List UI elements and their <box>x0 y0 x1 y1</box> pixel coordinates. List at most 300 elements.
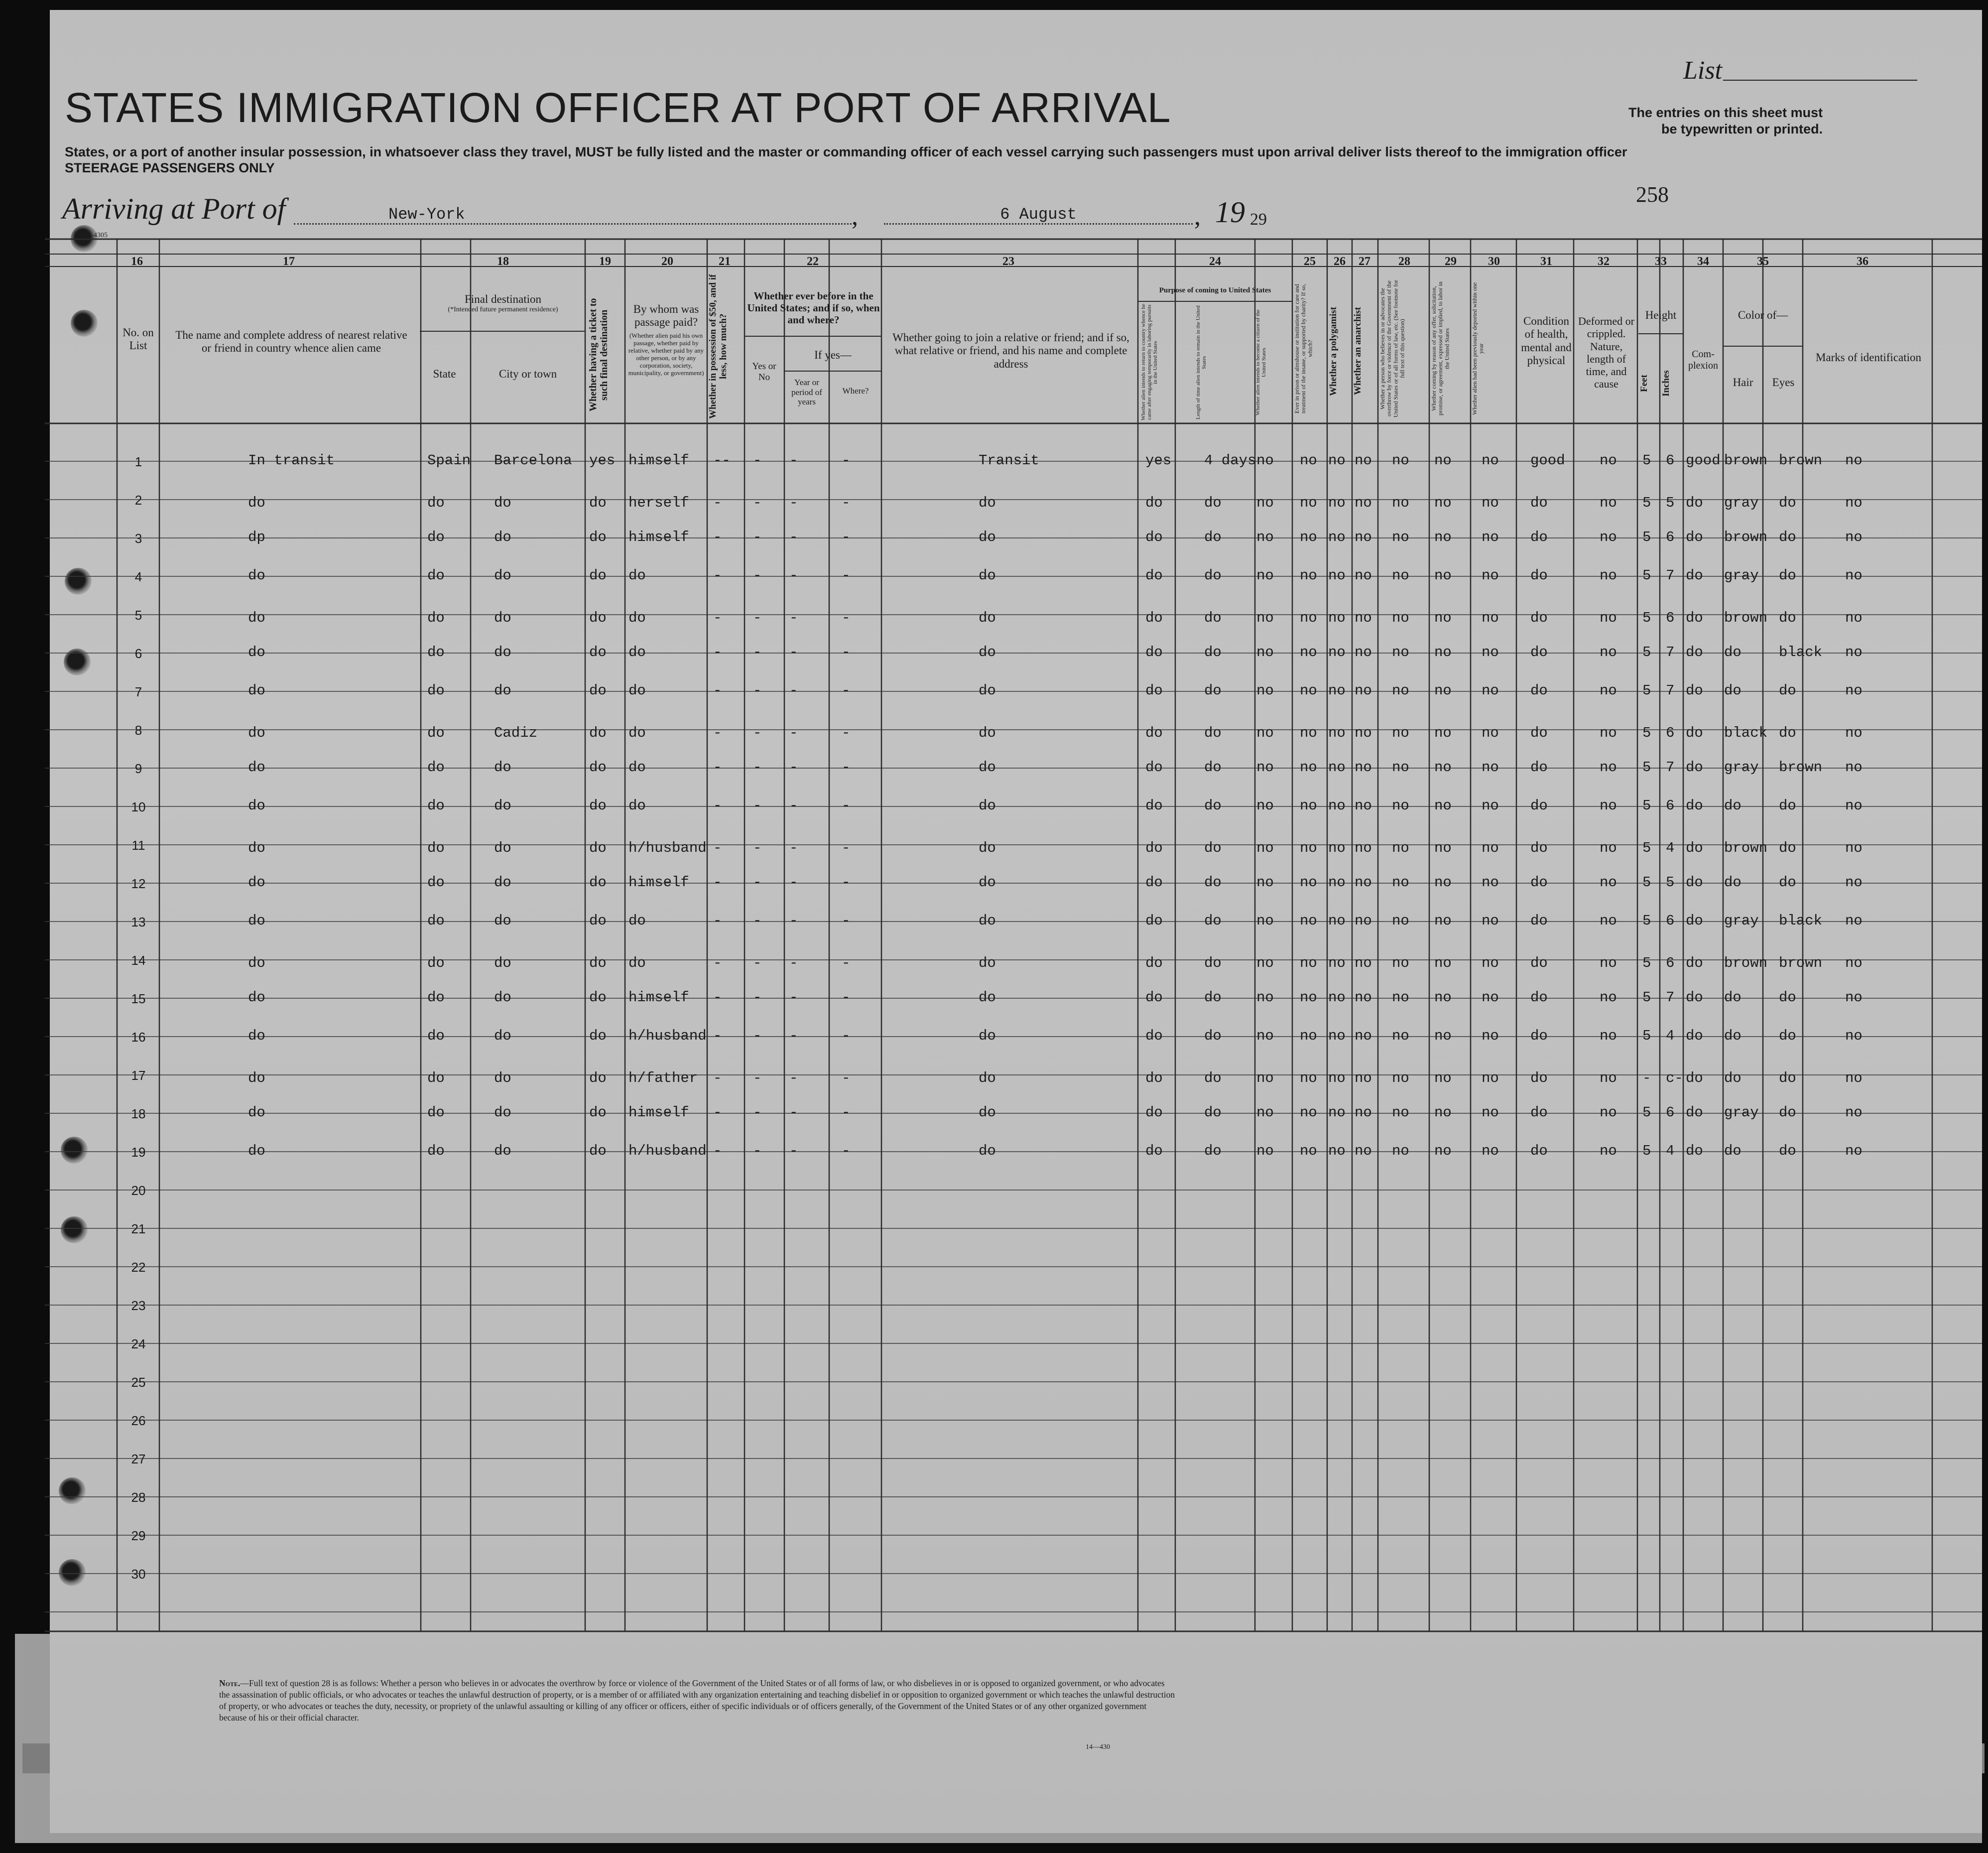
form-instructions: States, or a port of another insular possession, in whatsoever class they travel, MUST be fully listed and the master or commanding officer of each vessel carrying such passengers must upon arrival deliver lists thereof to the immigration officer <box>65 144 1627 159</box>
cell-possession-50: - <box>713 495 722 511</box>
cell-height-inches: 7 <box>1666 682 1675 699</box>
cell-hair-color: black <box>1724 725 1768 741</box>
cell-height-feet: 5 <box>1642 644 1651 661</box>
cell-deformed: no <box>1600 452 1617 469</box>
cell-purpose-citizen: no <box>1256 840 1274 856</box>
hdr-inches: Inches <box>1661 370 1671 397</box>
row-number: 16 <box>131 1030 146 1045</box>
cell-purpose-return: do <box>1145 874 1163 891</box>
cell-complexion: do <box>1686 913 1703 929</box>
cell-polygamist: no <box>1328 1028 1346 1044</box>
cell-overthrow: no <box>1392 529 1409 545</box>
cell-destination-city: do <box>494 797 511 814</box>
cell-height-inches: 6 <box>1666 913 1675 929</box>
cell-relative-address: do <box>248 797 265 814</box>
cell-deformed: no <box>1600 797 1617 814</box>
row-number: 9 <box>134 761 142 776</box>
row-number: 25 <box>131 1375 146 1390</box>
cell-polygamist: no <box>1328 682 1346 699</box>
cell-ever-before: - <box>753 725 762 741</box>
cell-height-inches: 6 <box>1666 1104 1675 1121</box>
cell-condition: do <box>1530 759 1548 776</box>
col-num: 18 <box>497 255 509 268</box>
cell-passage-paid-by: do <box>628 567 646 584</box>
cell-polygamist: no <box>1328 955 1346 971</box>
cell-polygamist: no <box>1328 644 1346 661</box>
cell-height-inches: 6 <box>1666 725 1675 741</box>
cell-passage-paid-by: do <box>628 955 646 971</box>
cell-eye-color: do <box>1779 1070 1796 1086</box>
col-num: 34 <box>1697 255 1709 268</box>
row-number: 6 <box>134 646 142 661</box>
cell-height-inches: 5 <box>1666 495 1675 511</box>
cell-relative-address: do <box>248 682 265 699</box>
hdr-passage-paid-note: (Whether alien paid his own passage, whether paid by relative, whether paid by any other person, or by any corporation, society, municipality, or government) <box>628 331 704 377</box>
cell-complexion: do <box>1686 682 1703 699</box>
cell-has-ticket: do <box>589 567 607 584</box>
cell-height-inches: 7 <box>1666 759 1675 776</box>
cell-marks: no <box>1845 955 1863 971</box>
cell-hair-color: gray <box>1724 567 1759 584</box>
cell-has-ticket: do <box>589 1028 607 1044</box>
cell-complexion: do <box>1686 797 1703 814</box>
cell-purpose-citizen: no <box>1256 682 1274 699</box>
col-num: 30 <box>1488 255 1500 268</box>
cell-ever-before: - <box>753 529 762 545</box>
cell-purpose-citizen: no <box>1256 759 1274 776</box>
cell-polygamist: no <box>1328 1104 1346 1121</box>
typewritten-note-line2: be typewritten or printed. <box>1661 122 1823 136</box>
cell-deported: no <box>1482 989 1499 1006</box>
row-number: 10 <box>131 799 146 814</box>
cell-purpose-return: do <box>1145 759 1163 776</box>
cell-purpose-return: do <box>1145 1028 1163 1044</box>
cell-polygamist: no <box>1328 567 1346 584</box>
cell-height-feet: 5 <box>1642 725 1651 741</box>
hdr-final-destination-label: Final destination <box>465 293 541 305</box>
cell-joining-relative: do <box>979 759 996 776</box>
cell-deported: no <box>1482 1143 1499 1159</box>
cell-eye-color: brown <box>1779 452 1823 469</box>
cell-prison: no <box>1300 955 1317 971</box>
cell-where: - <box>842 1143 851 1159</box>
hdr-eyes: Eyes <box>1772 376 1795 389</box>
cell-anarchist: no <box>1355 452 1372 469</box>
cell-has-ticket: do <box>589 955 607 971</box>
cell-joining-relative: do <box>979 1070 996 1086</box>
cell-offer: no <box>1434 1143 1452 1159</box>
cell-possession-50: - <box>713 874 722 891</box>
cell-offer: no <box>1434 682 1452 699</box>
cell-complexion: do <box>1686 644 1703 661</box>
row-number: 30 <box>131 1567 146 1582</box>
cell-relative-address: do <box>248 1143 265 1159</box>
cell-marks: no <box>1845 759 1863 776</box>
cell-purpose-return: do <box>1145 797 1163 814</box>
cell-relative-address: do <box>248 1104 265 1121</box>
cell-prison: no <box>1300 913 1317 929</box>
cell-hair-color: do <box>1724 797 1741 814</box>
cell-purpose-citizen: no <box>1256 1104 1274 1121</box>
cell-polygamist: no <box>1328 1070 1346 1086</box>
cell-destination-state: do <box>427 955 445 971</box>
cell-passage-paid-by: himself <box>628 989 689 1006</box>
cell-prison: no <box>1300 529 1317 545</box>
col-num: 17 <box>283 255 295 268</box>
cell-possession-50: - <box>713 610 722 626</box>
cell-prison: no <box>1300 1028 1317 1044</box>
cell-destination-state: do <box>427 840 445 856</box>
row-number: 3 <box>134 531 142 546</box>
cell-purpose-citizen: no <box>1256 452 1274 469</box>
row-number: 18 <box>131 1106 146 1121</box>
cell-marks: no <box>1845 725 1863 741</box>
hdr-ever-before: Whether ever before in the United States; and if so, when and where? <box>747 290 880 326</box>
cell-complexion: do <box>1686 840 1703 856</box>
cell-purpose-length: do <box>1204 495 1222 511</box>
cell-overthrow: no <box>1392 567 1409 584</box>
cell-purpose-citizen: no <box>1256 874 1274 891</box>
hdr-city: City or town <box>498 368 557 380</box>
cell-deformed: no <box>1600 989 1617 1006</box>
cell-eye-color: do <box>1779 529 1796 545</box>
cell-purpose-return: do <box>1145 1143 1163 1159</box>
cell-height-feet: - <box>1642 1070 1651 1086</box>
col-num: 29 <box>1445 255 1457 268</box>
cell-eye-color: do <box>1779 840 1796 856</box>
cell-passage-paid-by: himself <box>628 874 689 891</box>
hdr-condition: Condition of health, mental and physical <box>1521 315 1572 367</box>
cell-possession-50: - <box>713 1028 722 1044</box>
cell-overthrow: no <box>1392 874 1409 891</box>
cell-height-feet: 5 <box>1642 567 1651 584</box>
cell-polygamist: no <box>1328 840 1346 856</box>
cell-destination-city: do <box>494 644 511 661</box>
cell-passage-paid-by: himself <box>628 529 689 545</box>
cell-anarchist: no <box>1355 682 1372 699</box>
row-number: 26 <box>131 1413 146 1428</box>
cell-overthrow: no <box>1392 1143 1409 1159</box>
hdr-hair: Hair <box>1733 376 1753 389</box>
hdr-overthrow: Whether a person who believes in or advocates the overthrow by force or violence of the Government of the United States or of all forms of law, etc. (See footnote for full text of this question) <box>1379 279 1406 418</box>
cell-purpose-length: do <box>1204 644 1222 661</box>
cell-hair-color: gray <box>1724 913 1759 929</box>
cell-where: - <box>842 529 851 545</box>
cell-passage-paid-by: do <box>628 644 646 661</box>
cell-ever-before: - <box>753 955 762 971</box>
cell-destination-city: do <box>494 1104 511 1121</box>
cell-has-ticket: yes <box>589 452 616 469</box>
form-class: STEERAGE PASSENGERS ONLY <box>65 160 275 175</box>
cell-eye-color: do <box>1779 725 1796 741</box>
cell-where: - <box>842 725 851 741</box>
cell-overthrow: no <box>1392 913 1409 929</box>
cell-possession-50: - <box>713 644 722 661</box>
hdr-passage-paid-label: By whom was passage paid? <box>633 303 699 329</box>
cell-destination-state: do <box>427 797 445 814</box>
cell-height-inches: c- <box>1666 1070 1683 1086</box>
cell-relative-address: do <box>248 1028 265 1044</box>
cell-height-feet: 5 <box>1642 759 1651 776</box>
cell-destination-city: do <box>494 529 511 545</box>
cell-destination-state: do <box>427 610 445 626</box>
footnote <box>219 1678 1175 1723</box>
cell-purpose-return: do <box>1145 725 1163 741</box>
cell-passage-paid-by: do <box>628 682 646 699</box>
cell-overthrow: no <box>1392 1104 1409 1121</box>
hdr-joining: Whether going to join a relative or friend; and if so, what relative or friend, and his name and complete address <box>892 331 1129 370</box>
cell-height-inches: 6 <box>1666 452 1675 469</box>
cell-height-inches: 7 <box>1666 644 1675 661</box>
cell-joining-relative: do <box>979 955 996 971</box>
cell-purpose-citizen: no <box>1256 1143 1274 1159</box>
row-number: 1 <box>134 454 142 469</box>
cell-destination-city: do <box>494 913 511 929</box>
cell-prison: no <box>1300 725 1317 741</box>
cell-marks: no <box>1845 1143 1863 1159</box>
cell-offer: no <box>1434 567 1452 584</box>
cell-deported: no <box>1482 797 1499 814</box>
cell-possession-50: - <box>713 840 722 856</box>
col-num: 21 <box>719 255 731 268</box>
cell-condition: do <box>1530 529 1548 545</box>
col-num: 20 <box>661 255 673 268</box>
cell-hair-color: gray <box>1724 1104 1759 1121</box>
cell-height-feet: 5 <box>1642 1104 1651 1121</box>
col-num: 36 <box>1857 255 1868 268</box>
col-num: 16 <box>131 255 143 268</box>
cell-prison: no <box>1300 682 1317 699</box>
cell-condition: do <box>1530 955 1548 971</box>
row-number: 21 <box>131 1221 146 1236</box>
cell-condition: do <box>1530 495 1548 511</box>
cell-eye-color: black <box>1779 913 1823 929</box>
cell-offer: no <box>1434 725 1452 741</box>
cell-ever-before: - <box>753 610 762 626</box>
cell-where: - <box>842 759 851 776</box>
cell-purpose-return: do <box>1145 644 1163 661</box>
cell-joining-relative: do <box>979 1104 996 1121</box>
cell-passage-paid-by: do <box>628 610 646 626</box>
cell-passage-paid-by: h/husband <box>628 1028 707 1044</box>
cell-hair-color: brown <box>1724 955 1768 971</box>
cell-joining-relative: do <box>979 989 996 1006</box>
cell-deformed: no <box>1600 495 1617 511</box>
cell-destination-city: do <box>494 610 511 626</box>
cell-marks: no <box>1845 1104 1863 1121</box>
cell-passage-paid-by: do <box>628 913 646 929</box>
cell-joining-relative: do <box>979 495 996 511</box>
cell-ever-before: - <box>753 682 762 699</box>
cell-anarchist: no <box>1355 644 1372 661</box>
cell-height-feet: 5 <box>1642 874 1651 891</box>
row-number: 14 <box>131 953 146 968</box>
cell-height-feet: 5 <box>1642 1028 1651 1044</box>
cell-relative-address: do <box>248 759 265 776</box>
cell-passage-paid-by: h/husband <box>628 1143 707 1159</box>
cell-anarchist: no <box>1355 495 1372 511</box>
cell-deformed: no <box>1600 1143 1617 1159</box>
hdr-anarchist: Whether an anarchist <box>1353 307 1363 396</box>
row-number: 24 <box>131 1336 146 1351</box>
hdr-final-destination <box>421 293 585 314</box>
cell-anarchist: no <box>1355 529 1372 545</box>
cell-deported: no <box>1482 610 1499 626</box>
cell-purpose-length: do <box>1204 1104 1222 1121</box>
cell-prison: no <box>1300 797 1317 814</box>
cell-year-period: - <box>789 797 798 814</box>
cell-height-feet: 5 <box>1642 452 1651 469</box>
cell-where: - <box>842 452 851 469</box>
cell-possession-50: - <box>713 989 722 1006</box>
cell-deported: no <box>1482 644 1499 661</box>
cell-marks: no <box>1845 682 1863 699</box>
cell-where: - <box>842 1070 851 1086</box>
cell-overthrow: no <box>1392 797 1409 814</box>
cell-deformed: no <box>1600 759 1617 776</box>
cell-where: - <box>842 682 851 699</box>
cell-anarchist: no <box>1355 913 1372 929</box>
cell-possession-50: - <box>713 797 722 814</box>
cell-condition: do <box>1530 682 1548 699</box>
cell-hair-color: brown <box>1724 529 1768 545</box>
cell-possession-50: - <box>713 913 722 929</box>
cell-where: - <box>842 797 851 814</box>
cell-has-ticket: do <box>589 797 607 814</box>
cell-marks: no <box>1845 797 1863 814</box>
cell-passage-paid-by: himself <box>628 452 689 469</box>
cell-deformed: no <box>1600 955 1617 971</box>
cell-purpose-length: do <box>1204 1070 1222 1086</box>
cell-deported: no <box>1482 759 1499 776</box>
cell-year-period: - <box>789 989 798 1006</box>
cell-height-feet: 5 <box>1642 955 1651 971</box>
cell-eye-color: do <box>1779 567 1796 584</box>
cell-eye-color: do <box>1779 1143 1796 1159</box>
hdr-purpose-return: Whether alien intends to return to country whence he came after engaging temporarily in laboring pursuits in the United States <box>1140 304 1159 421</box>
cell-has-ticket: do <box>589 725 607 741</box>
cell-marks: no <box>1845 989 1863 1006</box>
row-number: 2 <box>134 493 142 508</box>
col-num: 27 <box>1359 255 1370 268</box>
row-number: 17 <box>131 1068 146 1083</box>
cell-possession-50: - <box>713 759 722 776</box>
row-number: 4 <box>134 569 142 584</box>
cell-ever-before: - <box>753 759 762 776</box>
cell-eye-color: do <box>1779 1028 1796 1044</box>
cell-purpose-return: do <box>1145 495 1163 511</box>
cell-condition: do <box>1530 874 1548 891</box>
cell-marks: no <box>1845 1028 1863 1044</box>
cell-offer: no <box>1434 913 1452 929</box>
cell-possession-50: - <box>713 682 722 699</box>
separator: , <box>1194 202 1201 231</box>
cell-purpose-return: do <box>1145 529 1163 545</box>
row-number: 13 <box>131 915 146 929</box>
cell-condition: do <box>1530 989 1548 1006</box>
year-prefix: 19 <box>1215 196 1245 229</box>
cell-prison: no <box>1300 1104 1317 1121</box>
cell-hair-color: do <box>1724 1070 1741 1086</box>
cell-has-ticket: do <box>589 1070 607 1086</box>
cell-eye-color: brown <box>1779 759 1823 776</box>
cell-has-ticket: do <box>589 759 607 776</box>
cell-destination-state: do <box>427 874 445 891</box>
cell-overthrow: no <box>1392 725 1409 741</box>
cell-joining-relative: do <box>979 913 996 929</box>
col-num: 26 <box>1334 255 1346 268</box>
cell-ever-before: - <box>753 1143 762 1159</box>
cell-polygamist: no <box>1328 529 1346 545</box>
cell-year-period: - <box>789 644 798 661</box>
cell-purpose-return: do <box>1145 955 1163 971</box>
cell-has-ticket: do <box>589 644 607 661</box>
cell-polygamist: no <box>1328 452 1346 469</box>
hdr-prison: Ever in prison or almshouse or institution for care and treatment of the insane, or supported by charity? If so, which? <box>1293 283 1314 414</box>
cell-height-inches: 6 <box>1666 529 1675 545</box>
cell-anarchist: no <box>1355 1104 1372 1121</box>
cell-anarchist: no <box>1355 1028 1372 1044</box>
cell-height-inches: 5 <box>1666 874 1675 891</box>
cell-deported: no <box>1482 529 1499 545</box>
row-number: 12 <box>131 876 146 891</box>
cell-where: - <box>842 644 851 661</box>
cell-passage-paid-by: h/father <box>628 1070 698 1086</box>
cell-polygamist: no <box>1328 610 1346 626</box>
cell-joining-relative: do <box>979 1028 996 1044</box>
cell-where: - <box>842 1104 851 1121</box>
cell-deported: no <box>1482 874 1499 891</box>
cell-offer: no <box>1434 1028 1452 1044</box>
cell-anarchist: no <box>1355 1143 1372 1159</box>
cell-destination-state: do <box>427 759 445 776</box>
cell-destination-state: do <box>427 1070 445 1086</box>
cell-purpose-length: do <box>1204 1028 1222 1044</box>
cell-condition: do <box>1530 1104 1548 1121</box>
cell-anarchist: no <box>1355 989 1372 1006</box>
cell-ever-before: - <box>753 1104 762 1121</box>
hdr-purpose-length: Length of time alien intends to remain in the United States <box>1195 305 1208 419</box>
cell-purpose-citizen: no <box>1256 797 1274 814</box>
cell-deported: no <box>1482 452 1499 469</box>
hdr-final-destination-note: (*Intended future permanent residence) <box>448 306 558 314</box>
cell-hair-color: do <box>1724 682 1741 699</box>
row-number: 19 <box>131 1145 146 1160</box>
cell-deported: no <box>1482 567 1499 584</box>
row-number: 7 <box>134 684 142 699</box>
cell-polygamist: no <box>1328 989 1346 1006</box>
cell-relative-address: do <box>248 725 265 741</box>
hdr-yes-no: Yes or No <box>752 361 776 383</box>
cell-has-ticket: do <box>589 495 607 511</box>
cell-passage-paid-by: do <box>628 725 646 741</box>
cell-condition: do <box>1530 1070 1548 1086</box>
cell-hair-color: do <box>1724 989 1741 1006</box>
cell-height-feet: 5 <box>1642 1143 1651 1159</box>
cell-marks: no <box>1845 840 1863 856</box>
cell-overthrow: no <box>1392 1028 1409 1044</box>
year-suffix: 29 <box>1250 210 1267 229</box>
cell-purpose-return: do <box>1145 1104 1163 1121</box>
cell-offer: no <box>1434 955 1452 971</box>
cell-polygamist: no <box>1328 874 1346 891</box>
cell-prison: no <box>1300 452 1317 469</box>
cell-condition: do <box>1530 725 1548 741</box>
cell-complexion: do <box>1686 610 1703 626</box>
cell-overthrow: no <box>1392 840 1409 856</box>
cell-offer: no <box>1434 495 1452 511</box>
cell-hair-color: brown <box>1724 452 1768 469</box>
